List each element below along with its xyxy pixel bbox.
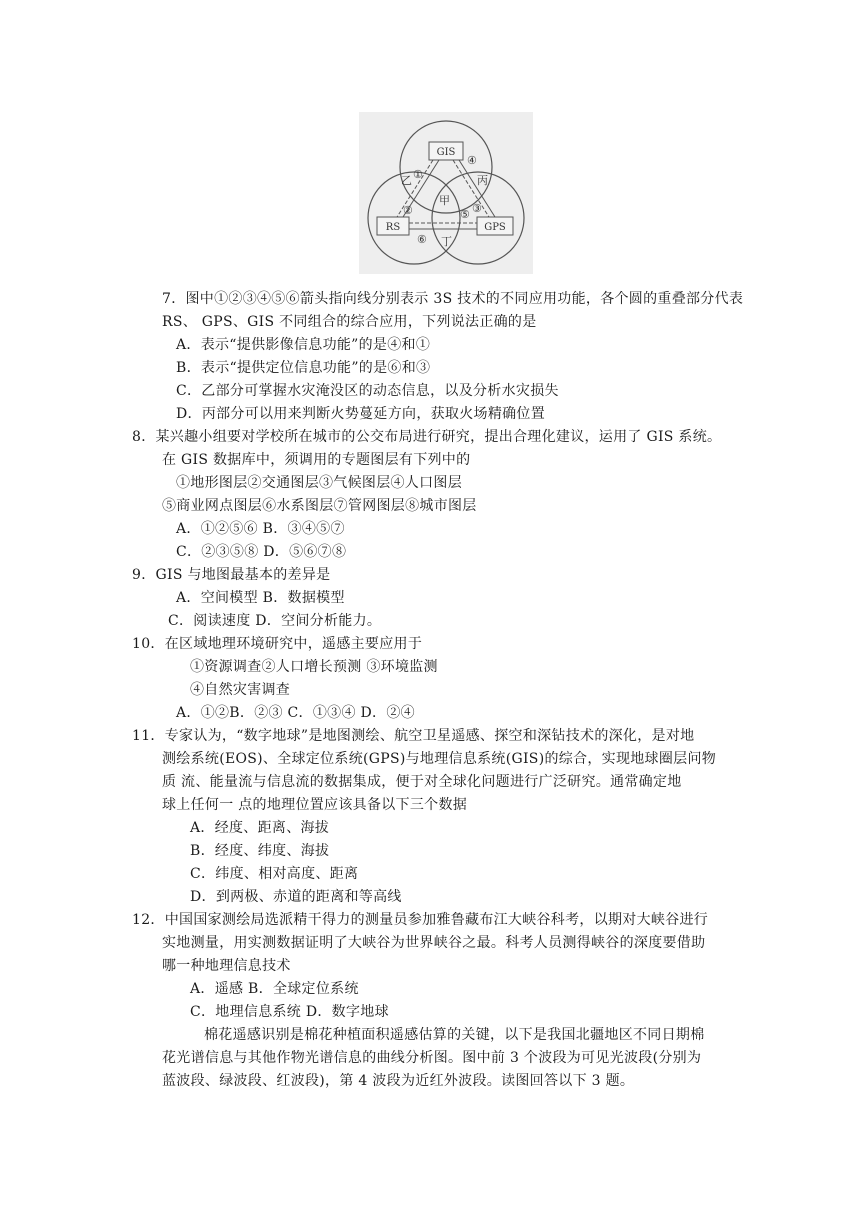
q8-layers-line2: ⑤商业网点图层⑥水系图层⑦管网图层⑧城市图层 bbox=[162, 498, 477, 514]
cotton-intro-line1: 棉花遥感识别是棉花种植面积遥感估算的关键，以下是我国北疆地区不同日期棉 bbox=[204, 1027, 705, 1043]
q7-option-d: D．丙部分可以用来判断火势蔓延方向，获取火场精确位置 bbox=[176, 406, 546, 422]
marker-2: ② bbox=[403, 204, 413, 217]
marker-4: ④ bbox=[467, 154, 477, 167]
q8-layers-line1: ①地形图层②交通图层③气候图层④人口图层 bbox=[176, 475, 462, 491]
q8-stem-line2: 在 GIS 数据库中，须调用的专题图层有下列中的 bbox=[162, 452, 471, 468]
q7-option-b: B．表示“提供定位信息功能”的是⑥和③ bbox=[176, 360, 431, 376]
q8-stem-line1: 8．某兴趣小组要对学校所在城市的公交布局进行研究，提出合理化建议，运用了 GIS 系统。 bbox=[132, 429, 722, 445]
q11-option-a: A．经度、距离、海拔 bbox=[190, 820, 330, 836]
cotton-intro-line2: 花光谱信息与其他作物光谱信息的曲线分析图。图中前 3 个波段为可见光波段(分别为 bbox=[162, 1050, 702, 1066]
q11-stem-line4: 球上任何一 点的地理位置应该具备以下三个数据 bbox=[162, 797, 468, 813]
q7-stem-line2: RS、 GPS、GIS 不同组合的综合应用，下列说法正确的是 bbox=[162, 314, 537, 330]
region-ding: 丁 bbox=[441, 235, 452, 248]
q9-options-ab: A．空间模型 B．数据模型 bbox=[176, 590, 345, 606]
q9-options-cd: C．阅读速度 D．空间分析能力。 bbox=[168, 613, 382, 629]
gps-label: GPS bbox=[484, 222, 506, 233]
q11-stem-line3: 质 流、能量流与信息流的数据集成，便于对全球化问题进行广泛研究。通常确定地 bbox=[162, 774, 682, 790]
q8-options-ab: A．①②⑤⑥ B．③④⑤⑦ bbox=[176, 521, 345, 537]
q11-option-b: B．经度、纬度、海拔 bbox=[190, 843, 330, 859]
marker-3: ③ bbox=[472, 202, 482, 215]
3s-technology-diagram bbox=[359, 112, 533, 274]
region-yi: 乙 bbox=[401, 174, 412, 187]
q9-stem: 9．GIS 与地图最基本的差异是 bbox=[132, 567, 331, 583]
q12-stem-line2: 实地测量，用实测数据证明了大峡谷为世界峡谷之最。科考人员测得峡谷的深度要借助 bbox=[162, 935, 706, 951]
q11-option-d: D．到两极、赤道的距离和等高线 bbox=[190, 889, 402, 905]
cotton-intro-line3: 蓝波段、绿波段、红波段)，第 4 波段为近红外波段。读图回答以下 3 题。 bbox=[162, 1073, 635, 1089]
q12-stem-line1: 12．中国国家测绘局选派精干得力的测量员参加雅鲁藏布江大峡谷科考，以期对大峡谷进行 bbox=[132, 912, 709, 928]
marker-5: ⑤ bbox=[460, 208, 470, 221]
marker-6: ⑥ bbox=[417, 233, 427, 246]
q7-stem-line1: 7．图中①②③④⑤⑥箭头指向线分别表示 3S 技术的不同应用功能，各个圆的重叠部分代表 bbox=[162, 291, 744, 307]
q11-option-c: C．纬度、相对高度、距离 bbox=[190, 866, 359, 882]
3s-venn-svg bbox=[359, 112, 533, 274]
q10-items-line2: ④自然灾害调查 bbox=[190, 682, 291, 698]
region-jia: 甲 bbox=[439, 194, 450, 207]
q7-option-c: C．乙部分可掌握水灾淹没区的动态信息，以及分析水灾损失 bbox=[176, 383, 559, 399]
q10-options: A．①②B．②③ C．①③④ D．②④ bbox=[176, 705, 415, 721]
q10-items-line1: ①资源调查②人口增长预测 ③环境监测 bbox=[190, 659, 438, 675]
rs-label: RS bbox=[385, 222, 401, 233]
q12-options-cd: C．地理信息系统 D．数字地球 bbox=[190, 1004, 389, 1020]
q11-stem-line1: 11．专家认为，“数字地球”是地图测绘、航空卫星遥感、探空和深钻技术的深化，是对地 bbox=[132, 728, 695, 744]
region-bing: 丙 bbox=[477, 174, 488, 187]
q12-stem-line3: 哪一种地理信息技术 bbox=[162, 958, 291, 974]
q7-option-a: A．表示“提供影像信息功能”的是④和① bbox=[176, 337, 431, 353]
gis-label: GIS bbox=[436, 147, 456, 158]
q11-stem-line2: 测绘系统(EOS)、全球定位系统(GPS)与地理信息系统(GIS)的综合，实现地球圈层问物 bbox=[162, 751, 717, 767]
q10-stem: 10．在区域地理环境研究中，遥感主要应用于 bbox=[132, 636, 423, 652]
q8-options-cd: C．②③⑤⑧ D．⑤⑥⑦⑧ bbox=[176, 544, 347, 560]
marker-1: ① bbox=[413, 168, 423, 181]
q12-options-ab: A．遥感 B．全球定位系统 bbox=[190, 981, 359, 997]
